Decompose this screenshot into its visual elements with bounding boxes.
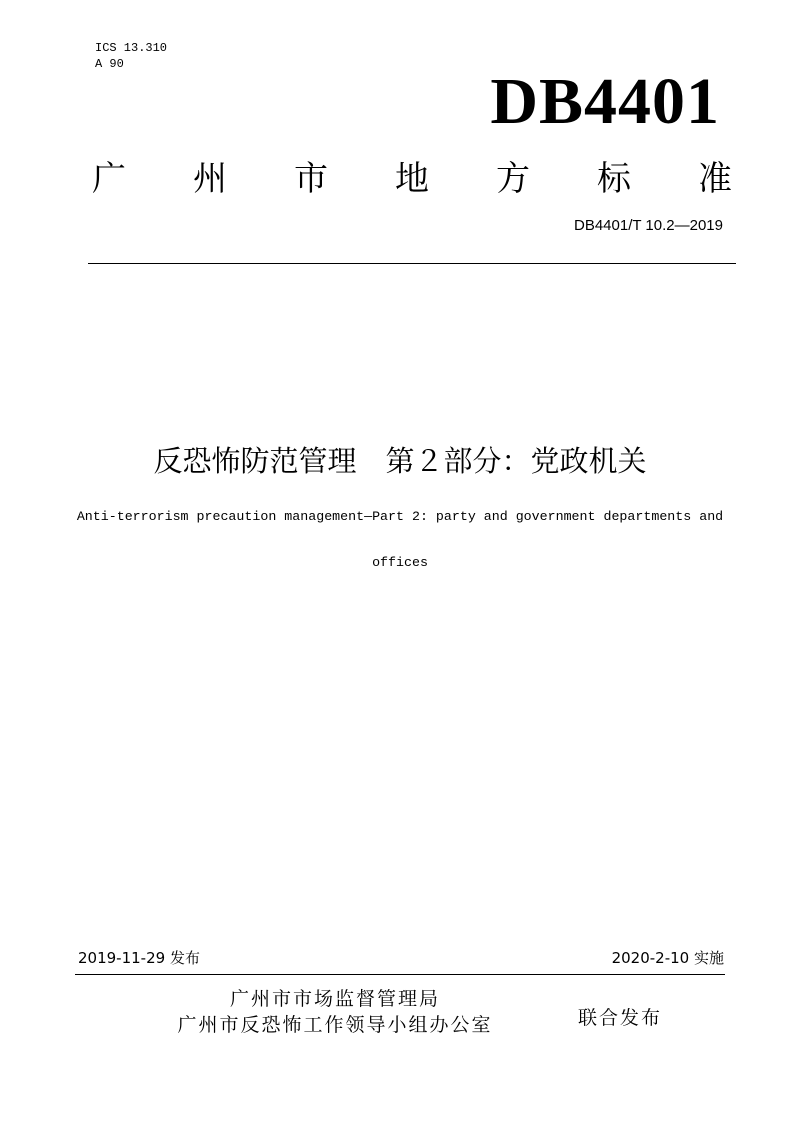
issuer-name: 广州市市场监督管理局: [229, 988, 440, 1010]
classification-codes: [95, 40, 167, 72]
standard-type-char: 标: [597, 159, 631, 199]
ics-code: ICS 13.310: [95, 41, 168, 55]
standard-type-char: 广: [92, 159, 126, 199]
document-title-cn: 反恐怖防范管理 第２部分：党政机关: [153, 444, 647, 478]
issuer-name: 广州市反恐怖工作领导小组办公室: [177, 1014, 493, 1036]
standard-type-char: 州: [193, 159, 227, 199]
implement-date: 2020-2-10 实施: [611, 949, 724, 967]
joint-issue-label: 联合发布: [578, 1007, 663, 1029]
publish-date: 2019-11-29 发布: [78, 949, 200, 967]
ccs-code: A 90: [95, 57, 124, 71]
title-en-line: offices: [372, 555, 428, 570]
header-divider: [88, 263, 736, 264]
standard-type-char: 市: [294, 159, 328, 199]
date-row: [78, 947, 724, 969]
footer-divider: [75, 974, 725, 975]
document-title-en: [60, 494, 740, 586]
standard-type-heading: [92, 154, 732, 204]
title-en-line: Anti-terrorism precaution management—Part 2: party and government departments and: [76, 509, 724, 524]
standard-type-char: 地: [395, 159, 429, 199]
standard-code-logo: DB4401: [490, 65, 720, 138]
issuing-authorities: [130, 986, 540, 1038]
standard-type-char: 准: [698, 159, 732, 199]
standard-type-char: 方: [496, 159, 530, 199]
standard-number: DB4401/T 10.2—2019: [574, 217, 723, 234]
